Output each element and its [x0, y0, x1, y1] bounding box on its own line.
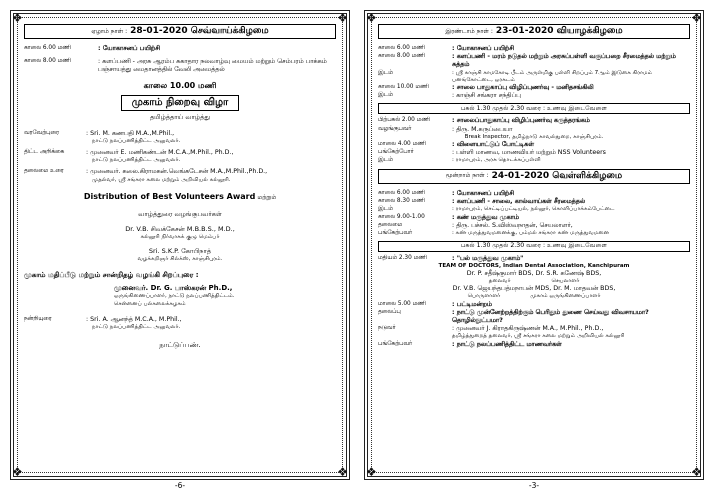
doctors-heading: TEAM OF DOCTORS, Indian Dental Association, Kanchipuram [438, 262, 630, 269]
time-label: காலை 6.00 மணி [24, 45, 71, 51]
time-label: காலை 8.30 மணி [378, 198, 425, 205]
schedule-row [378, 301, 690, 309]
time-label: காலை 6.00 மணி [378, 45, 425, 51]
schedule-row [378, 214, 690, 222]
activity-text: : "பல் மருத்துவ முகாம்" [452, 254, 524, 262]
award-suffix: மற்றும் [257, 193, 277, 201]
day-label: மூன்றாம் நாள் : [445, 172, 489, 180]
activity-text: : விளையாட்டுப் போட்டிகள் [452, 141, 534, 148]
schedule-row [378, 84, 690, 92]
role-label: திட்ட அறிக்கை [24, 148, 65, 155]
greeter-name: Sri. S.K.P. கோபிநாத் [148, 247, 212, 256]
activity-text: : ஸ்ரீ காஞ்சி காமகோடி பீடம் அருள்மிகு பள்ளி சிறப்பும் 7ஆம் இடுகை கிராமம் பனங்கோட்டை, ஒரகடம் [452, 69, 653, 83]
corner-ornament-icon: ❖ [366, 465, 377, 479]
chief-name: முனைவர். Dr. G. பாஸ்கரன் Ph.D., [114, 284, 233, 293]
day-header [24, 24, 336, 39]
activity-text: : யோகாசனப் பயிற்சி [98, 45, 161, 52]
role-name: : Sri. A. ஆனந்த் M.C.A., M.Phil., [86, 315, 182, 323]
activity-text: : சாலைப்பாதுகாப்பு விழிப்புணர்வு கருத்தரங்கம் [452, 117, 590, 125]
greet-heading: வாழ்த்துரை வழங்குபவர்கள் [138, 209, 222, 218]
doctors-roles: பொருளாளர் முகாம் ஒருங்கிணைப்பாளர் [467, 293, 601, 300]
greeter-name: Dr. V.B. சிவக்கேசன் M.B.B.S., M.D., [125, 224, 235, 233]
time-label: தலைப்பு [378, 308, 401, 315]
activity-text: : யோகாசனப் பயிற்சி [452, 189, 515, 197]
role-row [24, 149, 336, 168]
role-desc: முதல்வர், ஸ்ரீ சங்கரா கலை மற்றும் அறிவியல் கல்லூரி. [92, 176, 231, 183]
time-label: இடம் [378, 69, 393, 76]
time-label: நடுவர் [378, 325, 396, 332]
speaker-desc: Break Inspector, தமிழ்நாடு காவல்துறை, காஞ்சிபுரம். [464, 133, 604, 140]
activity-text: : திரு. M.கருப்பையா [452, 125, 513, 133]
time-label: காலை 9.00-1.00 [378, 213, 425, 220]
schedule-row [378, 157, 690, 165]
activity-text: : திரு. பச்சல். S.விஸ்வநாதன், செயலாளர், [452, 221, 573, 229]
role-row [24, 130, 336, 149]
time-label: தலைமை [378, 221, 403, 228]
role-row [24, 316, 336, 341]
right-page [364, 10, 704, 490]
activity-text: : கண் மருத்துவ முகாம் [452, 213, 520, 221]
corner-ornament-icon: ❖ [691, 465, 702, 479]
activity-text: : சாலை பாதுகாப்பு விழிப்புணர்வு - மனிதசங்கிலி [452, 84, 594, 92]
activity-text: : களப்பணி - மரம் நடுதல் மற்றும் அரசுப்பள்ளி வகுப்பறை சீரமைத்தல் மற்றும் சுத்தம் [452, 53, 676, 69]
corner-ornament-icon: ❖ [337, 465, 348, 479]
role-name: : Sri. M. கணபதி M.A.,M.Phil., [86, 129, 175, 137]
doctors-line: Dr. P. சதீஷ்குமார் BDS, Dr. S.R. கணேஷ் BDS, [466, 270, 602, 278]
time-label: பங்கேற்போர் [378, 149, 414, 156]
corner-ornament-icon: ❖ [337, 11, 348, 25]
role-desc: நாட்டு நலப்பணித்திட்ட அலுவலர். [92, 324, 181, 331]
time-label: பங்கேற்பவர் [378, 230, 413, 237]
schedule-row [378, 92, 690, 100]
doctors-roles: தலைவர் செயலாளர் [488, 278, 580, 285]
time-label: இடம் [378, 92, 393, 99]
time-label: காலை 6.00 மணி [378, 189, 425, 196]
schedule-row [378, 341, 690, 349]
role-row [24, 168, 336, 191]
time-label: மாலை 5.00 மணி [378, 300, 426, 307]
chief-heading: முகாம் மதிப்பீடு மற்றும் சான்றிதழ் வழங்கி சிறப்புரை : [24, 271, 199, 280]
chief-desc: ஒருங்கிணைப்பாளர், நாட்டு நலப்பணித்திட்டம். [114, 293, 235, 300]
activity-text: : கண் மருத்துவமனைக்கு, பம்மல் சங்கரா கண் மருத்துவமனை [452, 230, 609, 237]
award-line: Distribution of Best Volunteers Award [83, 191, 256, 201]
chief-desc: சென்னைப் பல்கலைக்கழகம் [114, 300, 186, 307]
greeter-desc: வழக்கறிஞர் சில்க்ஸ், காஞ்சிபுரம். [137, 256, 223, 263]
corner-ornament-icon: ❖ [691, 11, 702, 25]
time-label: காலை 8.00 மணி [24, 58, 71, 65]
schedule-row [378, 222, 690, 230]
doctors-line: Dr. V.B. ஜெயந்தபத்மநாபன் MDS, Dr. M. மாதவன் BDS, [452, 285, 616, 293]
activity-text: : களப்பணி - அரசு ஆரம்ப சுகாதார நலவாழ்வு மையம் மற்றும் செம்பரம் பாக்கம் பஞ்சாயத்து மைதானத்தில் வேலி அமைத்தல் [98, 58, 327, 74]
day-date: 23-01-2020 வியாழக்கிழமை [495, 26, 623, 36]
schedule-row [378, 190, 690, 198]
lunch-break: பகல் 1.30 முதல் 2.30 வரை : உணவு இடைவேளை [378, 241, 690, 252]
anthem: தமிழ்த்தாய் வாழ்த்து [149, 112, 211, 121]
schedule-row [24, 58, 336, 74]
role-name: : முனைவர் E. மணிகண்டன் M.C.A.,M.Phil., Ph.D., [86, 148, 234, 156]
day-header [378, 169, 690, 184]
schedule-row [378, 309, 690, 325]
time-label: இடம் [378, 157, 393, 164]
role-label: தலைமை உரை [24, 168, 64, 175]
role-desc: நாட்டு நலப்பணித்திட்ட அலுவலர். [92, 137, 181, 144]
activity-text: : காஞ்சி சங்கரா சந்திப்பு [452, 92, 521, 100]
schedule-row [378, 126, 690, 134]
schedule-row [378, 198, 690, 206]
time-label: மாலை 4.00 மணி [378, 141, 426, 147]
day-label: ஏழாம் நாள் : [91, 27, 128, 35]
activity-text: : பள்ளி மாணவ, மாணவியர் மற்றும் NSS Volunteers [452, 149, 606, 157]
corner-ornament-icon: ❖ [366, 11, 377, 25]
activity-text: : நாட்டு முன்னேற்றத்திற்கும் பெரிதும் துணை செய்வது விவசாயமா? தொழில்நுட்பமா? [452, 308, 649, 324]
closing-text: நாட்டுப்பண். [159, 341, 201, 350]
activity-text: : முனைவர் J. கிராதகிருஷ்ணன் M.A., M.Phil., Ph.D., [452, 325, 604, 333]
time-label: மதியம் 2.30 மணி [378, 254, 427, 261]
activity-text: : ராமாபுரம், அரசு தொடக்கப்பள்ளி [452, 157, 541, 164]
activity-text: : ராமாபுரம், செட்டிப்பட்டியல், நல்லூர், கொளிப்பாக்கம்பேட்டை [452, 206, 615, 213]
day-header [378, 24, 690, 39]
schedule-row [378, 117, 690, 125]
schedule-row [378, 141, 690, 149]
time-label: வழங்குபவர் [378, 125, 412, 132]
day-date: 24-01-2020 வெள்ளிக்கிழமை [491, 170, 623, 181]
role-desc: நாட்டு நலப்பணித்திட்ட அலுவலர். [92, 157, 181, 164]
time-label: பிற்பகல் 2.00 மணி [378, 117, 430, 124]
time-label: காலை 10.00 மணி [378, 84, 429, 91]
role-label: வரவேற்புரை [24, 129, 59, 136]
schedule-row [378, 206, 690, 214]
camp-title: முகாம் நிறைவு விழா [121, 95, 240, 111]
page-number: -6- [174, 481, 186, 490]
activity-text: : நாட்டு நலப்பணித்திட்ட மாணவர்கள் [452, 340, 562, 348]
morning-heading: காலை 10.00 மணி [143, 80, 217, 90]
schedule-row [378, 70, 690, 85]
left-page [10, 10, 350, 490]
schedule-row [378, 255, 690, 263]
day-label: இரண்டாம் நாள் : [445, 27, 493, 35]
role-name: : முனைவர். கலை.கிராமகன்.வெங்கடேசன் M.A.,M.Phil.,Ph.D., [86, 168, 268, 176]
corner-ornament-icon: ❖ [12, 465, 23, 479]
day-date: 28-01-2020 செவ்வாய்க்கிழமை [130, 26, 269, 36]
time-label: இடம் [378, 206, 393, 213]
time-label: காலை 8.00 மணி [378, 53, 425, 60]
role-label: நன்றியுரை [24, 315, 52, 322]
activity-text: : யோகாசனப் பயிற்சி [452, 45, 515, 52]
time-label: பங்கேற்பவர் [378, 340, 413, 347]
judge-desc: தமிழ்த்துறைத் தலைவர், ஸ்ரீ சங்கரா கலை மற்றும் அறிவியல் கல்லூரி [452, 333, 625, 340]
schedule-row [378, 53, 690, 69]
activity-text: : பட்டிமன்றம் [452, 300, 492, 308]
greeter-desc: கல்லூரி நிர்வாகக் குழு மெம்பர் [140, 233, 220, 240]
schedule-row [378, 45, 690, 53]
activity-text: : களப்பணி - சாலை, கால்வாய்கள் சீரமைத்தல் [452, 198, 586, 206]
page-number: -3- [528, 481, 540, 490]
schedule-row [378, 230, 690, 238]
corner-ornament-icon: ❖ [12, 11, 23, 25]
schedule-row [24, 45, 336, 53]
lunch-break: பகல் 1.30 முதல் 2.30 வரை : உணவு இடைவேளை [378, 103, 690, 114]
